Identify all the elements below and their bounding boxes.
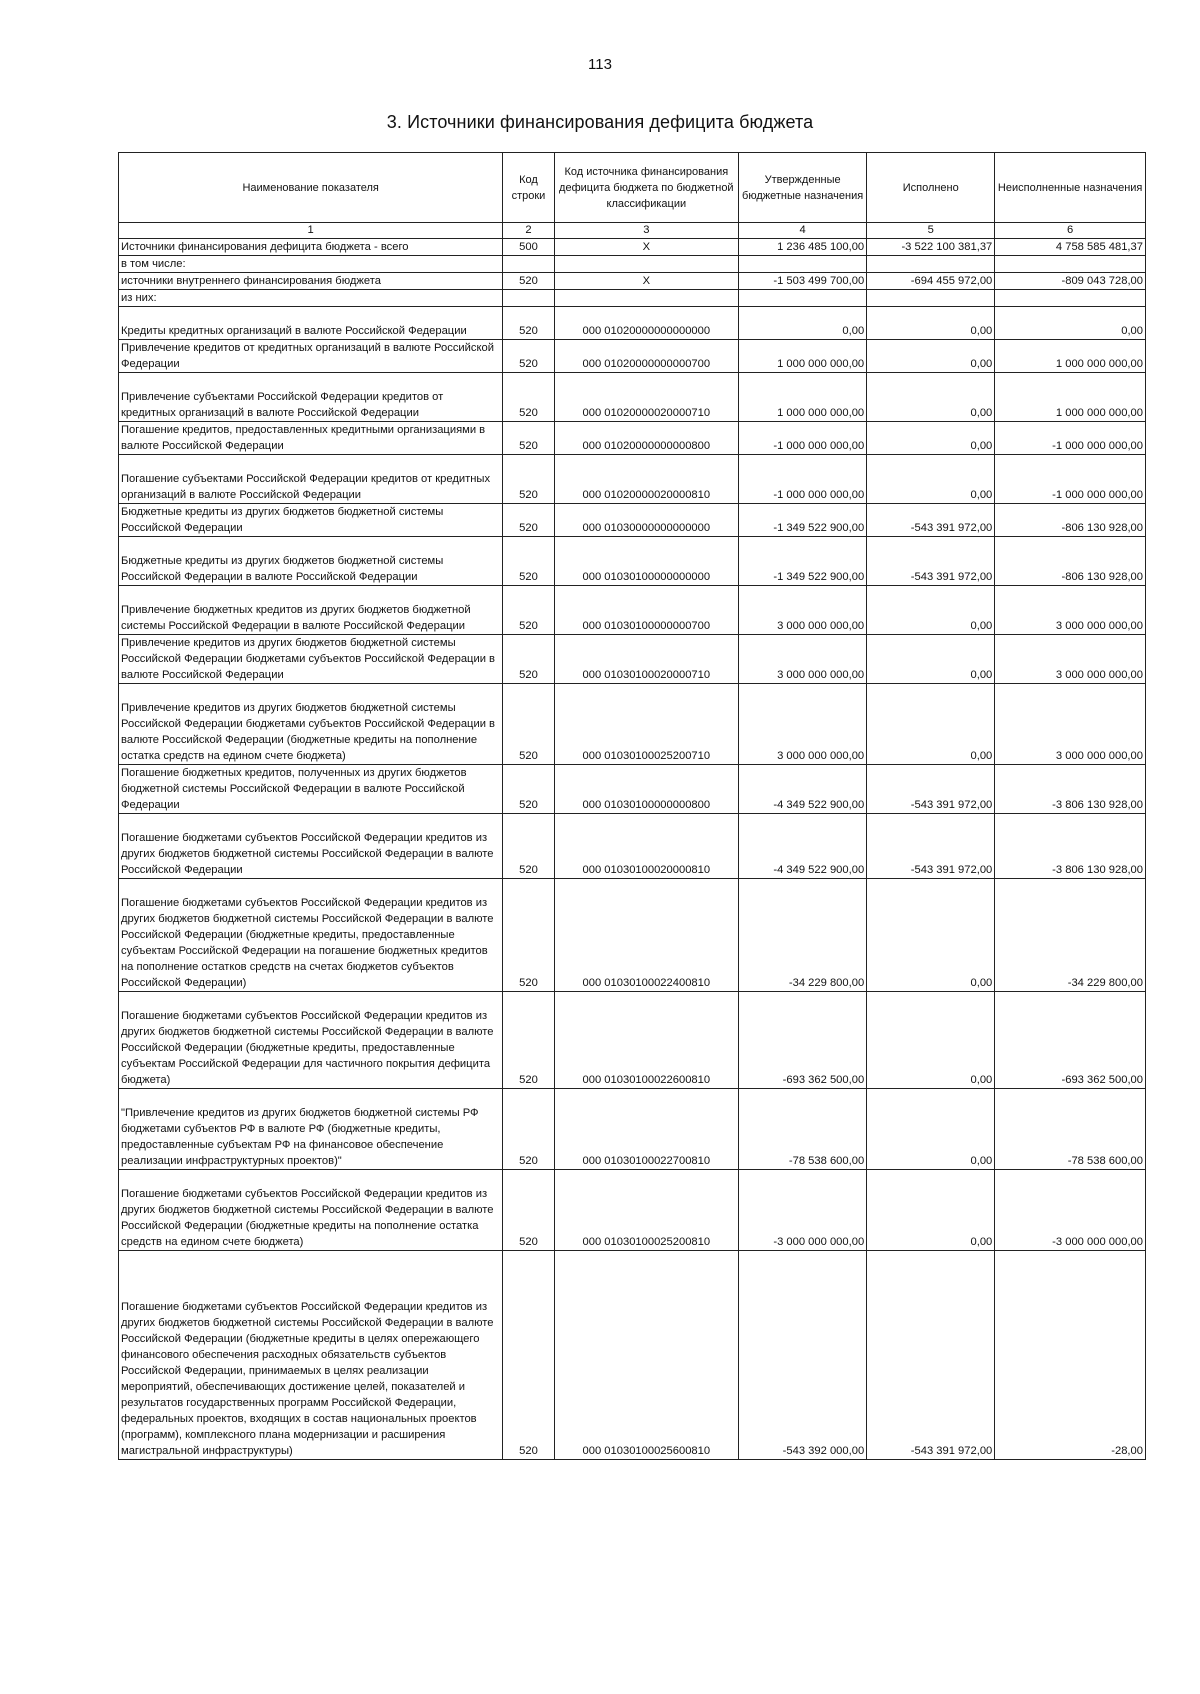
table-row	[119, 307, 1146, 340]
row-executed: 0,00	[867, 422, 995, 455]
header-indicator-name: Наименование показателя	[119, 153, 503, 223]
row-unexecuted: -809 043 728,00	[995, 273, 1146, 290]
row-approved: 0,00	[739, 307, 867, 340]
table-row	[119, 504, 1146, 537]
column-number-row	[119, 223, 1146, 239]
page-number: 113	[588, 56, 612, 73]
row-approved: -1 503 499 700,00	[739, 273, 867, 290]
row-unexecuted: -78 538 600,00	[995, 1089, 1146, 1170]
row-unexecuted: -806 130 928,00	[995, 504, 1146, 537]
column-number: 5	[867, 223, 995, 239]
row-source-code: 000 01030100022600810	[554, 992, 738, 1089]
row-source-code: 000 01020000000000700	[554, 340, 738, 373]
row-source-code: 000 01030100020000710	[554, 635, 738, 684]
row-name: Погашение бюджетами субъектов Российской Федерации кредитов из других бюджетов бюджетной системы Российской Федерации в валюте Российской Федерации (бюджетные кредиты, предоставленные субъектам Российской Федерации для частичного покрытия дефицита бюджета)	[119, 992, 503, 1089]
row-unexecuted: 4 758 585 481,37	[995, 239, 1146, 256]
row-line-code: 520	[503, 992, 554, 1089]
row-name: Привлечение бюджетных кредитов из других бюджетов бюджетной системы Российской Федерации в валюте Российской Федерации	[119, 586, 503, 635]
row-executed: 0,00	[867, 992, 995, 1089]
row-approved	[739, 290, 867, 307]
table-row	[119, 635, 1146, 684]
row-executed	[867, 290, 995, 307]
row-unexecuted: 1 000 000 000,00	[995, 340, 1146, 373]
row-source-code: X	[554, 273, 738, 290]
row-line-code: 520	[503, 504, 554, 537]
row-unexecuted: -28,00	[995, 1251, 1146, 1460]
row-name: Бюджетные кредиты из других бюджетов бюджетной системы Российской Федерации	[119, 504, 503, 537]
row-source-code: 000 01030100000000000	[554, 537, 738, 586]
row-line-code: 520	[503, 635, 554, 684]
row-executed: -543 391 972,00	[867, 814, 995, 879]
table-row	[119, 1170, 1146, 1251]
row-approved: -1 349 522 900,00	[739, 537, 867, 586]
header-approved: Утвержденные бюджетные назначения	[739, 153, 867, 223]
row-unexecuted: 3 000 000 000,00	[995, 635, 1146, 684]
row-line-code: 520	[503, 422, 554, 455]
row-executed: 0,00	[867, 684, 995, 765]
row-unexecuted: -806 130 928,00	[995, 537, 1146, 586]
table-row	[119, 455, 1146, 504]
column-number: 4	[739, 223, 867, 239]
table-row	[119, 256, 1146, 273]
row-approved: -78 538 600,00	[739, 1089, 867, 1170]
financing-sources-table	[118, 152, 1146, 1460]
row-executed: 0,00	[867, 340, 995, 373]
row-source-code: 000 01020000000000000	[554, 307, 738, 340]
row-approved: 1 000 000 000,00	[739, 340, 867, 373]
row-approved: -34 229 800,00	[739, 879, 867, 992]
row-name: Погашение бюджетами субъектов Российской Федерации кредитов из других бюджетов бюджетной системы Российской Федерации в валюте Российской Федерации (бюджетные кредиты в целях опережающего финансового обеспечения расходных обязательств субъектов Российской Федерации, принимаемых в целях реализации мероприятий, обеспечивающих достижение целей, показателей и результатов государственных программ Российской Федерации, федеральных проектов, входящих в состав национальных проектов (программ), комплексного плана модернизации и расширения магистральной инфраструктуры)	[119, 1251, 503, 1460]
row-executed: -3 522 100 381,37	[867, 239, 995, 256]
row-executed: 0,00	[867, 879, 995, 992]
row-unexecuted: -1 000 000 000,00	[995, 455, 1146, 504]
table-row	[119, 992, 1146, 1089]
row-line-code: 520	[503, 586, 554, 635]
row-executed: -543 391 972,00	[867, 1251, 995, 1460]
row-unexecuted: -1 000 000 000,00	[995, 422, 1146, 455]
row-executed: 0,00	[867, 1170, 995, 1251]
row-unexecuted: -693 362 500,00	[995, 992, 1146, 1089]
header-unexecuted: Неисполненные назначения	[995, 153, 1146, 223]
row-executed	[867, 256, 995, 273]
row-line-code: 500	[503, 239, 554, 256]
row-source-code	[554, 290, 738, 307]
table-row	[119, 1089, 1146, 1170]
header-source-code: Код источника финансирования дефицита бюджета по бюджетной классификации	[554, 153, 738, 223]
row-name: "Привлечение кредитов из других бюджетов бюджетной системы РФ бюджетами субъектов РФ в валюте РФ (бюджетные кредиты, предоставленные субъектам РФ на финансовое обеспечение реализации инфраструктурных проектов)"	[119, 1089, 503, 1170]
row-name: Погашение бюджетами субъектов Российской Федерации кредитов из других бюджетов бюджетной системы Российской Федерации в валюте Российской Федерации (бюджетные кредиты, предоставленные субъектам Российской Федерации на погашение бюджетных кредитов на пополнение остатков средств на счетах бюджетов субъектов Российской Федерации)	[119, 879, 503, 992]
row-source-code: 000 01030100000000800	[554, 765, 738, 814]
table-row	[119, 537, 1146, 586]
row-unexecuted	[995, 256, 1146, 273]
table-row	[119, 273, 1146, 290]
row-approved: -1 000 000 000,00	[739, 455, 867, 504]
row-line-code: 520	[503, 765, 554, 814]
row-approved	[739, 256, 867, 273]
row-executed: 0,00	[867, 1089, 995, 1170]
row-line-code: 520	[503, 373, 554, 422]
row-unexecuted: -34 229 800,00	[995, 879, 1146, 992]
row-unexecuted: -3 806 130 928,00	[995, 814, 1146, 879]
row-name: Привлечение кредитов от кредитных организаций в валюте Российской Федерации	[119, 340, 503, 373]
row-line-code: 520	[503, 1170, 554, 1251]
table-row	[119, 239, 1146, 256]
row-approved: -543 392 000,00	[739, 1251, 867, 1460]
row-unexecuted	[995, 290, 1146, 307]
row-source-code: 000 01020000020000810	[554, 455, 738, 504]
column-number: 2	[503, 223, 554, 239]
row-unexecuted: 3 000 000 000,00	[995, 586, 1146, 635]
row-line-code: 520	[503, 455, 554, 504]
row-executed: -543 391 972,00	[867, 504, 995, 537]
row-approved: 3 000 000 000,00	[739, 635, 867, 684]
row-approved: -4 349 522 900,00	[739, 814, 867, 879]
row-source-code: 000 01030000000000000	[554, 504, 738, 537]
row-name: источники внутреннего финансирования бюджета	[119, 273, 503, 290]
row-unexecuted: 3 000 000 000,00	[995, 684, 1146, 765]
row-name: из них:	[119, 290, 503, 307]
table-row	[119, 1251, 1146, 1460]
row-name: Погашение бюджетами субъектов Российской Федерации кредитов из других бюджетов бюджетной системы Российской Федерации в валюте Российской Федерации	[119, 814, 503, 879]
row-approved: -1 349 522 900,00	[739, 504, 867, 537]
row-executed: 0,00	[867, 373, 995, 422]
row-line-code: 520	[503, 340, 554, 373]
row-name: в том числе:	[119, 256, 503, 273]
column-number: 1	[119, 223, 503, 239]
row-source-code: 000 01020000020000710	[554, 373, 738, 422]
row-name: Погашение кредитов, предоставленных кредитными организациями в валюте Российской Федерации	[119, 422, 503, 455]
table-row	[119, 684, 1146, 765]
table-row	[119, 765, 1146, 814]
row-executed: -694 455 972,00	[867, 273, 995, 290]
row-source-code: 000 01030100022700810	[554, 1089, 738, 1170]
row-executed: -543 391 972,00	[867, 537, 995, 586]
row-line-code: 520	[503, 1251, 554, 1460]
row-line-code	[503, 256, 554, 273]
table-row	[119, 290, 1146, 307]
row-name: Погашение бюджетами субъектов Российской Федерации кредитов из других бюджетов бюджетной системы Российской Федерации в валюте Российской Федерации (бюджетные кредиты на пополнение остатка средств на едином счете бюджета)	[119, 1170, 503, 1251]
row-source-code: 000 01020000000000800	[554, 422, 738, 455]
row-approved: -3 000 000 000,00	[739, 1170, 867, 1251]
table-row	[119, 814, 1146, 879]
row-source-code: 000 01030100022400810	[554, 879, 738, 992]
row-unexecuted: 0,00	[995, 307, 1146, 340]
row-source-code	[554, 256, 738, 273]
row-source-code: 000 01030100000000700	[554, 586, 738, 635]
header-executed: Исполнено	[867, 153, 995, 223]
row-executed: 0,00	[867, 455, 995, 504]
row-line-code: 520	[503, 537, 554, 586]
header-row	[119, 153, 1146, 223]
row-name: Привлечение кредитов из других бюджетов бюджетной системы Российской Федерации бюджетами субъектов Российской Федерации в валюте Российской Федерации	[119, 635, 503, 684]
table-row	[119, 373, 1146, 422]
row-line-code	[503, 290, 554, 307]
row-executed: 0,00	[867, 635, 995, 684]
row-line-code: 520	[503, 879, 554, 992]
table-row	[119, 340, 1146, 373]
row-line-code: 520	[503, 307, 554, 340]
table-row	[119, 422, 1146, 455]
page-title: 3. Источники финансирования дефицита бюджета	[386, 112, 814, 132]
row-executed: 0,00	[867, 586, 995, 635]
row-line-code: 520	[503, 684, 554, 765]
row-approved: 1 236 485 100,00	[739, 239, 867, 256]
row-source-code: 000 01030100025200810	[554, 1170, 738, 1251]
row-name: Погашение бюджетных кредитов, полученных из других бюджетов бюджетной системы Российской Федерации в валюте Российской Федерации	[119, 765, 503, 814]
row-unexecuted: -3 000 000 000,00	[995, 1170, 1146, 1251]
table-row	[119, 586, 1146, 635]
row-line-code: 520	[503, 814, 554, 879]
row-name: Источники финансирования дефицита бюджета - всего	[119, 239, 503, 256]
row-executed: 0,00	[867, 307, 995, 340]
row-name: Бюджетные кредиты из других бюджетов бюджетной системы Российской Федерации в валюте Российской Федерации	[119, 537, 503, 586]
row-line-code: 520	[503, 1089, 554, 1170]
row-line-code: 520	[503, 273, 554, 290]
row-approved: -4 349 522 900,00	[739, 765, 867, 814]
row-source-code: 000 01030100020000810	[554, 814, 738, 879]
row-source-code: X	[554, 239, 738, 256]
row-name: Погашение субъектами Российской Федерации кредитов от кредитных организаций в валюте Российской Федерации	[119, 455, 503, 504]
row-executed: -543 391 972,00	[867, 765, 995, 814]
table-row	[119, 879, 1146, 992]
row-approved: 3 000 000 000,00	[739, 586, 867, 635]
row-approved: 3 000 000 000,00	[739, 684, 867, 765]
row-unexecuted: -3 806 130 928,00	[995, 765, 1146, 814]
row-name: Привлечение кредитов из других бюджетов бюджетной системы Российской Федерации бюджетами субъектов Российской Федерации в валюте Российской Федерации (бюджетные кредиты на пополнение остатка средств на едином счете бюджета)	[119, 684, 503, 765]
row-name: Привлечение субъектами Российской Федерации кредитов от кредитных организаций в валюте Российской Федерации	[119, 373, 503, 422]
row-approved: 1 000 000 000,00	[739, 373, 867, 422]
row-approved: -693 362 500,00	[739, 992, 867, 1089]
header-line-code: Код строки	[503, 153, 554, 223]
row-source-code: 000 01030100025200710	[554, 684, 738, 765]
row-approved: -1 000 000 000,00	[739, 422, 867, 455]
column-number: 6	[995, 223, 1146, 239]
row-name: Кредиты кредитных организаций в валюте Российской Федерации	[119, 307, 503, 340]
row-source-code: 000 01030100025600810	[554, 1251, 738, 1460]
row-unexecuted: 1 000 000 000,00	[995, 373, 1146, 422]
column-number: 3	[554, 223, 738, 239]
